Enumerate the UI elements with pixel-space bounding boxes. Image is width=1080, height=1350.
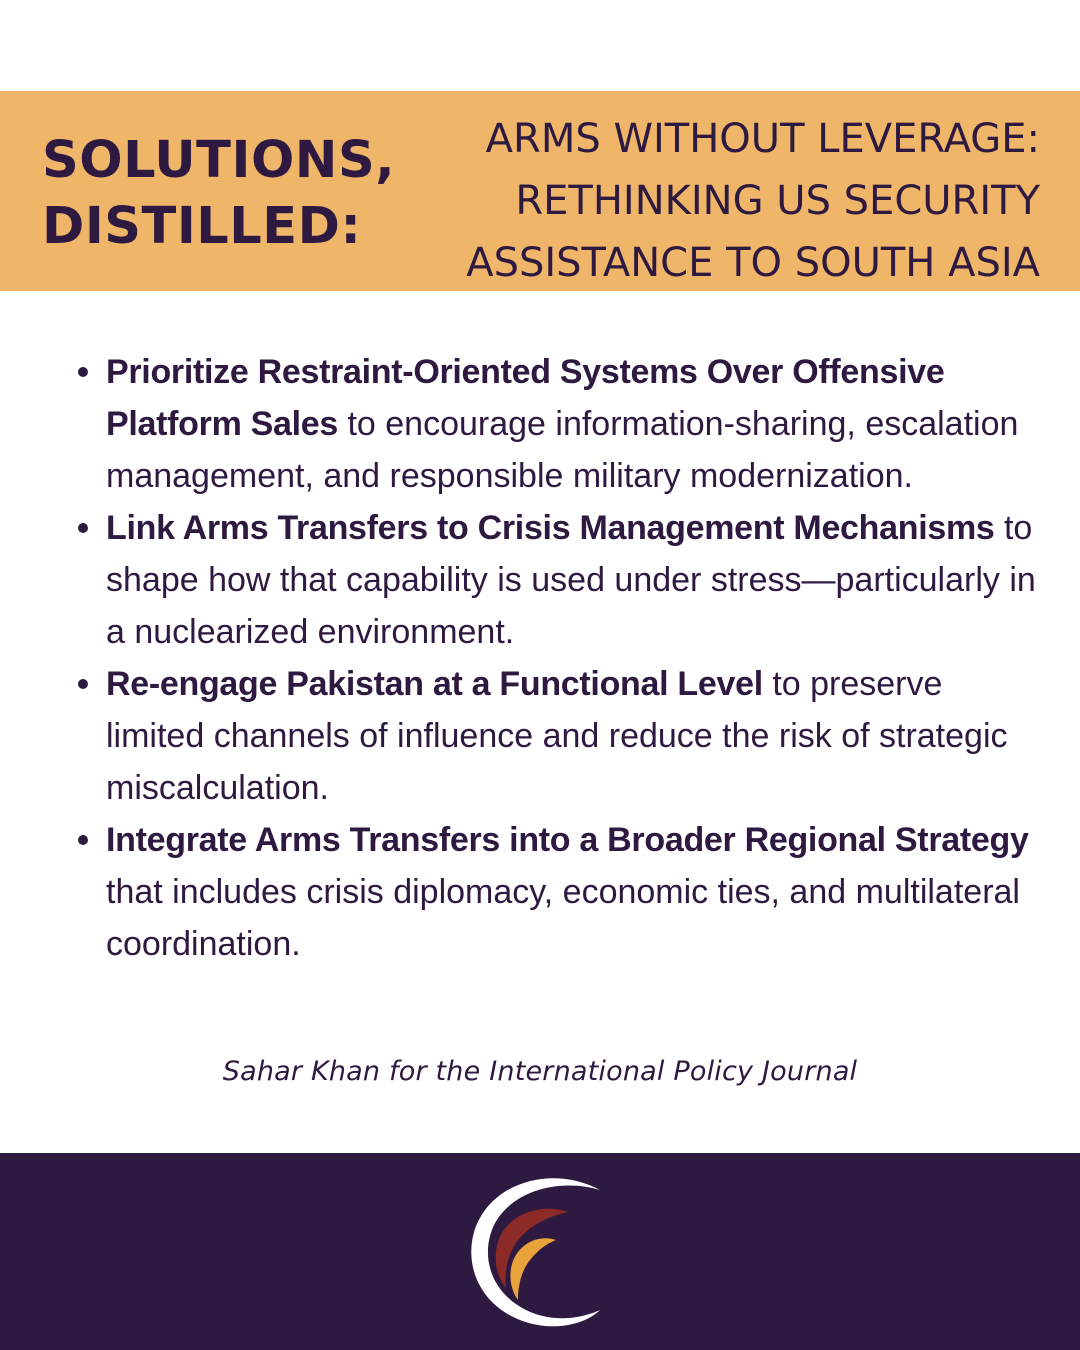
- crescent-swirl-logo-icon: [460, 1170, 620, 1330]
- series-title-line-1: SOLUTIONS,: [42, 131, 396, 190]
- list-item-heading: Link Arms Transfers to Crisis Management Mechanisms: [106, 509, 995, 547]
- series-title-line-2: DISTILLED:: [42, 197, 362, 256]
- bullet-dot-icon: [78, 835, 88, 845]
- logo-gold-arc: [510, 1238, 556, 1300]
- list-item-heading: Prioritize Restraint-Oriented Systems Over Offensive Platform Sales: [106, 353, 945, 443]
- article-title-line-3: ASSISTANCE TO SOUTH ASIA: [466, 240, 1040, 286]
- bullet-dot-icon: [78, 523, 88, 533]
- list-item: [0, 502, 1080, 658]
- list-item-text: to preserve limited channels of influence and reduce the risk of strategic miscalculation.: [106, 665, 1008, 807]
- author-credit: Sahar Khan for the International Policy Journal: [222, 1056, 858, 1087]
- solutions-list: [0, 346, 1080, 970]
- list-item: [0, 346, 1080, 502]
- article-title: [400, 108, 1040, 294]
- list-item-heading: Re-engage Pakistan at a Functional Level: [106, 665, 763, 703]
- list-item-text: to shape how that capability is used under stress—particularly in a nuclearized environment.: [106, 509, 1036, 651]
- list-item: [0, 658, 1080, 814]
- series-title: [42, 128, 422, 260]
- list-item-text: that includes crisis diplomacy, economic ties, and multilateral coordination.: [106, 873, 1020, 963]
- article-title-line-2: RETHINKING US SECURITY: [515, 178, 1040, 224]
- list-item: [0, 814, 1080, 970]
- list-item-heading: Integrate Arms Transfers into a Broader Regional Strategy: [106, 821, 1029, 859]
- article-title-line-1: ARMS WITHOUT LEVERAGE:: [485, 116, 1040, 162]
- bullet-dot-icon: [78, 367, 88, 377]
- bullet-dot-icon: [78, 679, 88, 689]
- list-item-text: to encourage information-sharing, escalation management, and responsible military modernization.: [106, 405, 1019, 495]
